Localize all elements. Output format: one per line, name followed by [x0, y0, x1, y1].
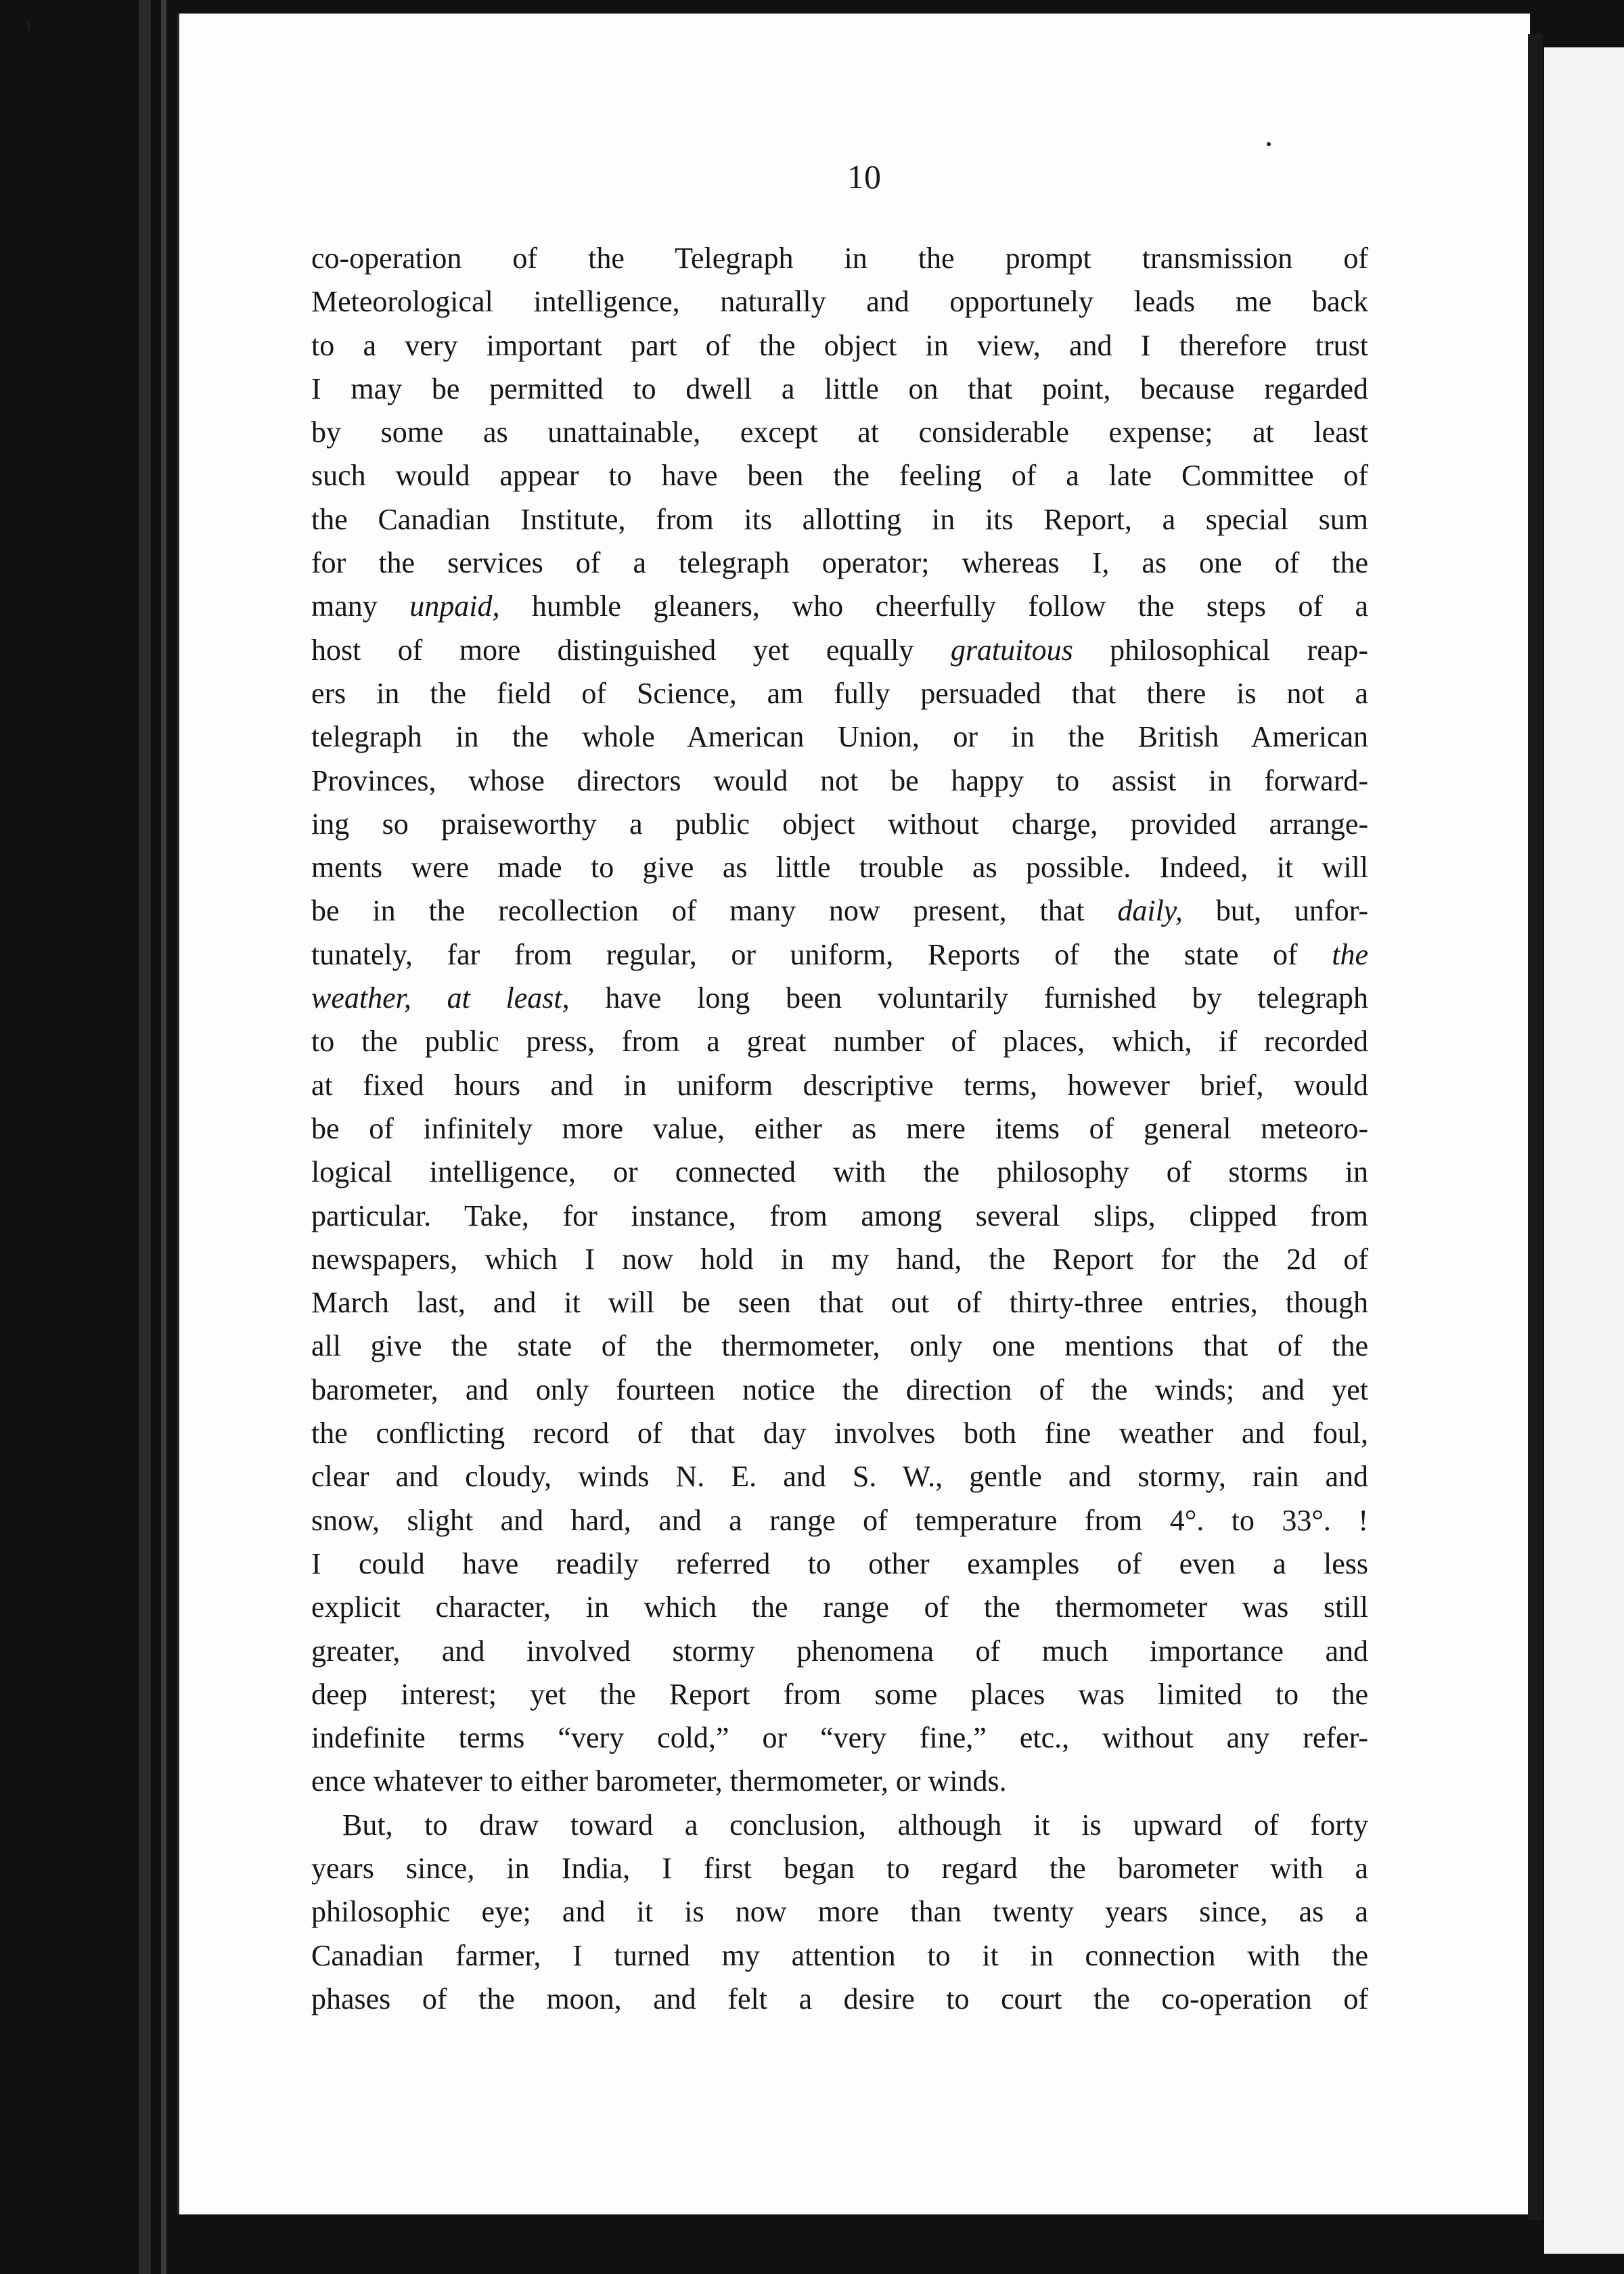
book-page — [177, 14, 1530, 2214]
text-run: deep interest; yet the Report from some places was limited to the — [311, 1677, 1368, 1711]
body-text — [311, 237, 1368, 2021]
text-line — [311, 237, 1368, 280]
text-line — [311, 1890, 1368, 1934]
text-run: to a very important part of the object in view, and I therefore trust — [311, 328, 1368, 362]
text-run: the Canadian Institute, from its allotting in its Report, a special sum — [311, 502, 1368, 536]
text-line — [311, 585, 1368, 628]
text-run: Provinces, whose directors would not be happy to assist in forward- — [311, 763, 1368, 797]
binding-gutter-inner — [161, 0, 166, 2274]
text-line — [311, 1151, 1368, 1194]
text-run: tunately, far from regular, or uniform, Reports of the state of — [311, 937, 1332, 971]
text-run: many — [311, 589, 410, 623]
page-number: 10 — [847, 158, 881, 196]
text-line — [311, 1195, 1368, 1238]
text-run: years since, in India, I first began to regard the barometer with a — [311, 1851, 1368, 1885]
text-line — [311, 1673, 1368, 1716]
text-line — [311, 1978, 1368, 2021]
text-run: indefinite terms “very cold,” or “very fine,” etc., without any refer- — [311, 1721, 1368, 1755]
text-line — [311, 367, 1368, 411]
text-line — [311, 1412, 1368, 1455]
text-run: philosophical reap- — [1073, 633, 1368, 667]
text-run: logical intelligence, or connected with the philosophy of storms in — [311, 1155, 1368, 1189]
text-run: March last, and it will be seen that out of thirty-three entries, though — [311, 1286, 1368, 1320]
text-line — [311, 280, 1368, 324]
italic-phrase: daily, — [1117, 894, 1183, 928]
text-line — [311, 1499, 1368, 1542]
text-line — [311, 411, 1368, 454]
text-line — [311, 759, 1368, 803]
text-run: to the public press, from a great number of places, which, if recorded — [311, 1025, 1368, 1058]
text-line — [311, 889, 1368, 933]
text-run: all give the state of the thermometer, only one mentions that of the — [311, 1329, 1368, 1363]
text-run: philosophic eye; and it is now more than twenty years since, as a — [311, 1895, 1368, 1929]
text-run: for the services of a telegraph operator; whereas I, as one of the — [311, 546, 1368, 580]
text-run: host of more distinguished yet equally — [311, 633, 951, 667]
text-line — [311, 846, 1368, 889]
text-run: ments were made to give as little trouble as possible. Indeed, it will — [311, 851, 1368, 885]
facing-page-edge — [1544, 47, 1624, 2254]
italic-phrase: the — [1332, 937, 1368, 971]
text-run: barometer, and only fourteen notice the direction of the winds; and yet — [311, 1373, 1368, 1406]
text-run: such would appear to have been the feeling of a late Committee of — [311, 459, 1368, 493]
text-line — [311, 1804, 1368, 1847]
scan-speck — [27, 20, 30, 31]
text-line — [311, 1760, 1368, 1803]
text-line — [311, 1847, 1368, 1890]
italic-phrase: weather, at least, — [311, 981, 570, 1015]
text-run: I may be permitted to dwell a little on that point, because regarded — [311, 372, 1368, 405]
text-line — [311, 803, 1368, 846]
text-run: phases of the moon, and felt a desire to court the co-operation of — [311, 1982, 1368, 2015]
text-run: ing so praiseworthy a public object without charge, provided arrange- — [311, 807, 1368, 841]
text-line — [311, 629, 1368, 672]
page-edge-shadow — [1528, 34, 1543, 2220]
text-line — [311, 933, 1368, 977]
text-line — [311, 454, 1368, 497]
text-run: humble gleaners, who cheerfully follow the steps of a — [499, 589, 1368, 623]
text-line — [311, 1281, 1368, 1324]
text-run: Meteorological intelligence, naturally and opportunely leads me back — [311, 285, 1368, 319]
text-run: but, unfor- — [1182, 894, 1368, 928]
binding-gutter — [139, 0, 151, 2274]
text-run: be of infinitely more value, either as mere items of general meteoro- — [311, 1111, 1368, 1145]
text-line — [311, 672, 1368, 715]
text-run: particular. Take, for instance, from among several slips, clipped from — [311, 1199, 1368, 1232]
text-line — [311, 324, 1368, 367]
text-run: clear and cloudy, winds N. E. and S. W., gentle and stormy, rain and — [311, 1460, 1368, 1494]
text-line — [311, 1238, 1368, 1281]
text-run: But, to draw toward a conclusion, although it is upward of forty — [342, 1808, 1368, 1842]
text-run: co-operation of the Telegraph in the prompt transmission of — [311, 242, 1368, 275]
text-run: by some as unattainable, except at considerable expense; at least — [311, 416, 1368, 449]
text-line — [311, 1064, 1368, 1107]
text-run: the conflicting record of that day involves both fine weather and foul, — [311, 1417, 1368, 1450]
italic-phrase: unpaid, — [409, 589, 500, 623]
italic-phrase: gratuitous — [950, 633, 1073, 667]
text-line — [311, 1934, 1368, 1978]
text-run: ers in the field of Science, am fully persuaded that there is not a — [311, 676, 1368, 710]
text-line — [311, 1324, 1368, 1368]
text-run: I could have readily referred to other examples of even a less — [311, 1546, 1368, 1580]
text-line — [311, 1020, 1368, 1063]
text-line — [311, 1716, 1368, 1760]
text-run: Canadian farmer, I turned my attention to it in connection with the — [311, 1938, 1368, 1972]
text-run: snow, slight and hard, and a range of temperature from 4°. to 33°. ! — [311, 1503, 1368, 1537]
text-run: be in the recollection of many now present, that — [311, 894, 1118, 928]
text-line — [311, 498, 1368, 541]
text-run: at fixed hours and in uniform descriptive terms, however brief, would — [311, 1068, 1368, 1102]
text-line — [311, 1107, 1368, 1151]
text-line — [311, 1455, 1368, 1498]
text-line — [311, 1542, 1368, 1586]
text-run: greater, and involved stormy phenomena of much importance and — [311, 1634, 1368, 1668]
text-run: telegraph in the whole American Union, or in the British American — [311, 720, 1368, 754]
text-line — [311, 1586, 1368, 1629]
text-run: explicit character, in which the range of the thermometer was still — [311, 1590, 1368, 1624]
text-line — [311, 1630, 1368, 1673]
text-run: newspapers, which I now hold in my hand, the Report for the 2d of — [311, 1242, 1368, 1276]
text-run: have long been voluntarily furnished by telegraph — [569, 981, 1369, 1015]
text-line — [311, 715, 1368, 759]
text-line — [311, 541, 1368, 585]
text-line — [311, 1368, 1368, 1412]
scan-speck — [1267, 142, 1271, 146]
text-run: ence whatever to either barometer, thermometer, or winds. — [311, 1764, 1007, 1798]
text-line — [311, 977, 1368, 1020]
